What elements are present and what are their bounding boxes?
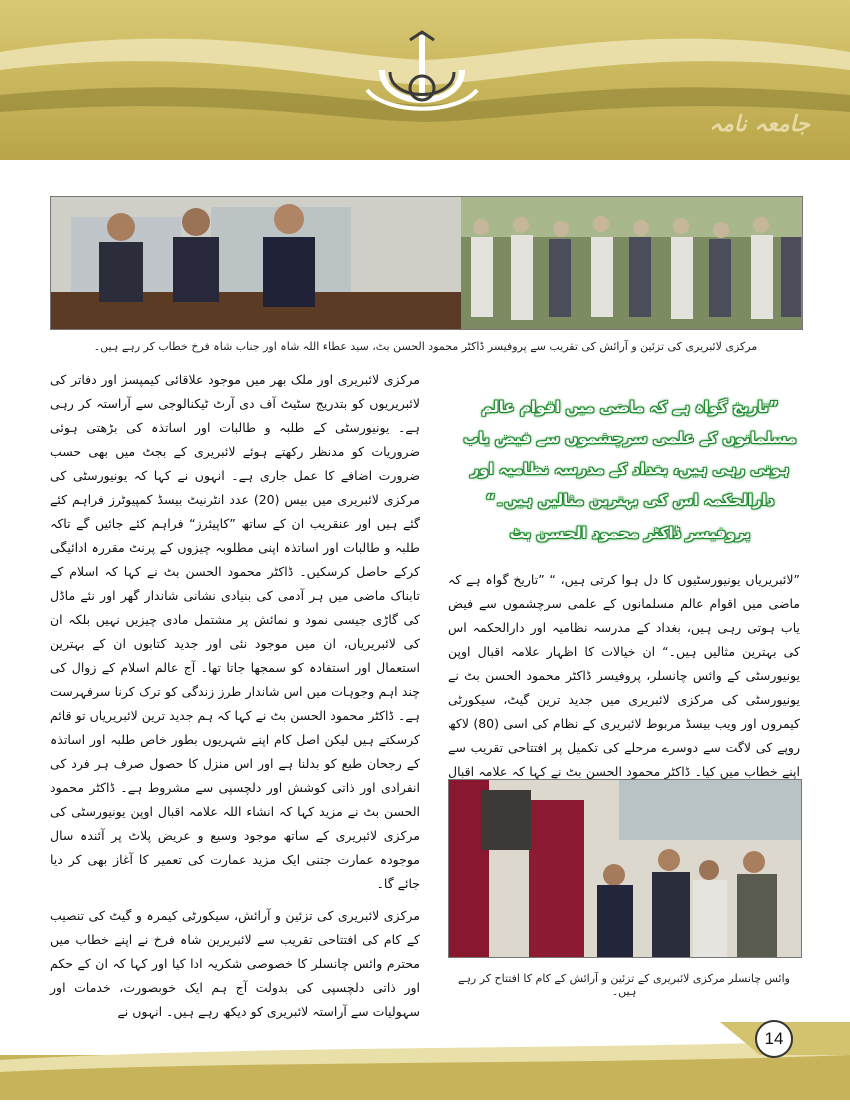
magazine-title: جامعہ نامہ (709, 112, 810, 137)
speakers-and-audience-photo (50, 196, 803, 330)
page-footer (0, 1010, 850, 1100)
photo-placeholder (449, 780, 801, 957)
pull-quote (455, 392, 805, 549)
left-paragraph-1: مرکزی لائبریری اور ملک بھر میں موجود علاقائی کیمپسز اور دفاتر کی لائبریریوں کو بتدریج سٹیٹ آف دی آرٹ ٹیکنالوجی سے آراستہ کر رہی ہے۔ یونیورسٹی کے طلبہ و طالبات اور اساتذہ کی بڑھتی ہوئی ضروریات کو مدنظر رکھتے ہوئے لائبریری کے بجٹ میں بھی حسب ضرورت اضافے کا عمل جاری ہے۔ انہوں نے کہا کہ یونیورسٹی کی مرکزی لائبریری میں بیس (20) عدد انٹرنیٹ بیسڈ کمپیوٹرز فراہم کئے گئے ہیں اور عنقریب ان کے ساتھ ”کاپیئرز“ فراہم کئے جائیں گے تاکہ طلبہ و طالبات اور اساتذہ اپنی مطلوبہ چیزوں کے پرنٹ مقررہ ادائیگی کرکے حاصل کرسکیں۔ ڈاکٹر محمود الحسن بٹ نے کہا کہ اسلام کے تابناک ماضی میں ہر آدمی کی بنیادی نشانی شاندار گھر اور نئے ماڈل کی گاڑی جیسی نمود و نمائش پر مشتمل مادی چیزیں نہیں بلکہ ان کی لائبریریاں، ان میں موجود نئی اور جدید کتابوں ان کے بہترین استعمال اور استفادہ کو سمجھا جاتا تھا۔ آج عالم اسلام کے زوال کی چند اہم وجوہات میں اس شاندار طرز زندگی کو ترک کرنا سرفہرست ہے۔ ڈاکٹر محمود الحسن بٹ نے کہا کہ ہم جدید ترین لائبریریاں تو قائم کرسکتے ہیں لیکن اصل کام اپنے شہریوں بطور خاص طلبہ اور اساتذہ کے رجحان طبع کو بدلنا ہے اور اس منزل کا حصول صرف ہر فرد کی انفرادی اور ذاتی کوشش اور دلچسپی سے مشروط ہے۔ ڈاکٹر محمود الحسن بٹ نے مزید کہا کہ انشاء اللہ علامہ اقبال اوپن یونیورسٹی کی مرکزی لائبریری کے ساتھ موجود وسیع و عریض پلاٹ پر آئندہ سال موجودہ عمارت جتنی ایک مزید عمارت کی تعمیر کا آغاز بھی کر دیا جائے گا۔ (50, 372, 420, 891)
footer-band (0, 1010, 850, 1100)
left-article-column (50, 368, 420, 1032)
page-header (0, 0, 850, 160)
page-number: 14 (755, 1020, 793, 1058)
pull-quote-author: پروفیسر ڈاکٹر محمود الحسن بٹ (509, 524, 751, 542)
top-photo-caption: مرکزی لائبریری کی تزئین و آرائش کی تقریب سے پروفیسر ڈاکٹر محمود الحسن بٹ، سید عطاء اللہ شاہ اور جناب شاہ فرخ خطاب کر رہے ہیں۔ (93, 340, 758, 353)
right-article-column: ”لائبریریاں یونیورسٹیوں کا دل ہوا کرتی ہیں، “ ”تاریخ گواہ ہے کہ ماضی میں اقوام عالم مسلمانوں کے علمی سرچشموں سے فیض یاب ہوتی رہی ہیں، بغداد کے مدرسہ نظامیہ اور دارالحکمہ اس کی بہترین مثالیں ہیں۔“ ان خیالات کا اظہار علامہ اقبال اوپن یونیورسٹی کے وائس چانسلر، پروفیسر ڈاکٹر محمود الحسن بٹ نے یونیورسٹی کی مرکزی لائبریری میں جدید ترین گیٹ، سیکورٹی کیمروں اور ویب بیسڈ مربوط لائبریری کے نظام کی اسی (80) لاکھ روپے کی لاگت سے دوسرے مرحلے کی تکمیل پر افتتاحی تقریب سے اپنے خطاب میں کیا۔ ڈاکٹر محمود الحسن بٹ نے کہا کہ علامہ اقبال (448, 572, 800, 779)
inauguration-photo-caption: وائس چانسلر مرکزی لائبریری کے تزئین و آرائش کے کام کا افتتاح کر رہے ہیں۔ (458, 972, 790, 998)
pull-quote-text: ”تاریخ گواہ ہے کہ ماضی میں اقوام عالم مسلمانوں کے علمی سرچشموں سے فیض یاب ہوتی رہی ہیں، بغداد کے مدرسہ نظامیہ اور دارالحکمہ اس کی بہترین مثالیں ہیں۔“ (463, 398, 797, 509)
university-seal-icon (362, 30, 482, 130)
left-paragraph-2: مرکزی لائبریری کی تزئین و آرائش، سیکورٹی کیمرہ و گیٹ کی تنصیب کے کام کی افتتاحی تقریب سے لائبریرین شاہ فرخ نے اپنے خطاب میں محترم وائس چانسلر کا خصوصی شکریہ ادا کیا اور کہا کہ ان کے حکم اور ذاتی دلچسپی کی بدولت آج ہم ایک خوبصورت، خدمات اور سہولیات سے آراستہ لائبریری کو دیکھ رہے ہیں۔ انہوں نے (50, 908, 420, 1019)
photo-placeholder (51, 197, 802, 329)
inauguration-photo (448, 779, 802, 958)
